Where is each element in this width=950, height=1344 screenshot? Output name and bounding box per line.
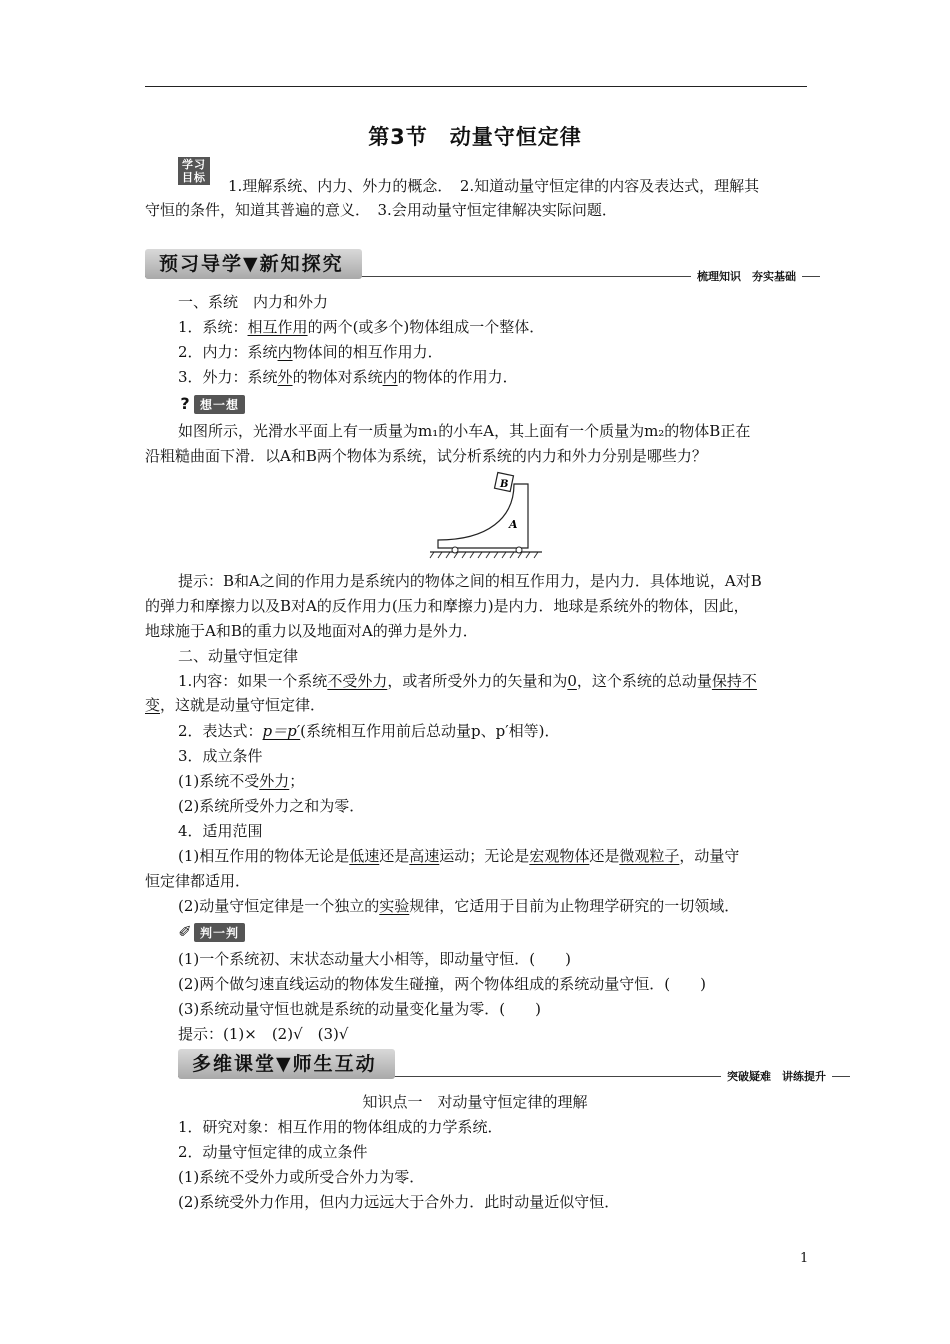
- cart-figure: [428, 470, 544, 562]
- label-a: A: [509, 518, 518, 531]
- law-expression: 2．表达式：p＝p′(系统相互作用前后总动量p、p′相等)．: [178, 722, 560, 740]
- scope1-line2: 恒定律都适用．: [145, 872, 251, 890]
- judge-item2: (2)两个做匀速直线运动的物体发生碰撞，两个物体组成的系统动量守恒．( ): [178, 975, 706, 993]
- page-title: 第3节 动量守恒定律: [368, 125, 582, 149]
- page-number: 1: [800, 1251, 809, 1266]
- objectives-line1: 1.理解系统、内力、外力的概念． 2.知道动量守恒定律的内容及表达式，理解其: [228, 177, 760, 195]
- scope-heading: 4．适用范围: [178, 822, 263, 840]
- law-content-line2: 变，这就是动量守恒定律．: [145, 696, 326, 714]
- knowledge-point-heading: 知识点一 对动量守恒定律的理解: [362, 1093, 588, 1111]
- section2-heading: 二、动量守恒定律: [178, 647, 299, 665]
- section-banner-preview: [145, 249, 820, 281]
- system-definition: 1．系统：相互作用的两个(或多个)物体组成一个整体．: [178, 318, 545, 336]
- judge-label: ✐ 判一判: [176, 922, 245, 942]
- think-label: ? 想一想: [176, 394, 245, 414]
- badge-bottom: 目标: [182, 171, 206, 184]
- condition1: (1)系统不受外力；: [178, 772, 305, 790]
- judge-icon: ✐: [178, 922, 192, 941]
- banner-tag: 突破疑难 讲练提升: [721, 1068, 832, 1084]
- think-question-line2: 沿粗糙曲面下滑．以A和B两个物体为系统，试分析系统的内力和外力分别是哪些力？: [145, 447, 707, 465]
- kp-line1: 1．研究对象：相互作用的物体组成的力学系统．: [178, 1118, 503, 1136]
- condition2: (2)系统所受外力之和为零．: [178, 797, 365, 815]
- external-force-definition: 3．外力：系统外的物体对系统内的物体的作用力．: [178, 368, 518, 386]
- hint-line3: 地球施于A和B的重力以及地面对A的弹力是外力．: [145, 622, 478, 640]
- banner-tag: 梳理知识 夯实基础: [691, 268, 802, 284]
- scope2: (2)动量守恒定律是一个独立的实验规律，它适用于目前为止物理学研究的一切领域．: [178, 897, 740, 915]
- law-content-line1: 1.内容：如果一个系统不受外力，或者所受外力的矢量和为0，这个系统的总动量保持不: [178, 672, 757, 690]
- kp-line2: 2．动量守恒定律的成立条件: [178, 1143, 368, 1161]
- judge-item3: (3)系统动量守恒也就是系统的动量变化量为零．( ): [178, 1000, 541, 1018]
- banner-title: 多维课堂▼师生互动: [178, 1049, 395, 1079]
- internal-force-definition: 2．内力：系统内物体间的相互作用力．: [178, 343, 443, 361]
- kp-line4: (2)系统受外力作用，但内力远远大于合外力．此时动量近似守恒．: [178, 1193, 620, 1211]
- section1-heading: 一、系统 内力和外力: [178, 293, 329, 311]
- label-b: B: [500, 479, 509, 490]
- top-rule: [145, 86, 807, 87]
- hint-line1: 提示：B和A之间的作用力是系统内的物体之间的相互作用力，是内力．具体地说，A对B: [178, 572, 762, 590]
- section-banner-classroom: [178, 1049, 850, 1081]
- badge-top: 学习: [182, 158, 206, 171]
- judge-item1: (1)一个系统初、末状态动量大小相等，即动量守恒．( ): [178, 950, 571, 968]
- think-question-line1: 如图所示，光滑水平面上有一质量为m₁的小车A，其上面有一个质量为m₂的物体B正在: [178, 422, 751, 440]
- objectives-line2: 守恒的条件，知道其普遍的意义． 3.会用动量守恒定律解决实际问题．: [145, 201, 617, 219]
- question-icon: ?: [180, 394, 190, 413]
- banner-title: 预习导学▼新知探究: [145, 249, 362, 279]
- objectives-badge: [178, 157, 210, 185]
- hint-line2: 的弹力和摩擦力以及B对A的反作用力(压力和摩擦力)是内力．地球是系统外的物体，因此，: [145, 597, 749, 615]
- kp-line3: (1)系统不受外力或所受合外力为零．: [178, 1168, 425, 1186]
- conditions-heading: 3．成立条件: [178, 747, 263, 765]
- scope1-line1: (1)相互作用的物体无论是低速还是高速运动；无论是宏观物体还是微观粒子，动量守: [178, 847, 740, 865]
- judge-answer: 提示：(1)× (2)√ (3)√: [178, 1025, 349, 1043]
